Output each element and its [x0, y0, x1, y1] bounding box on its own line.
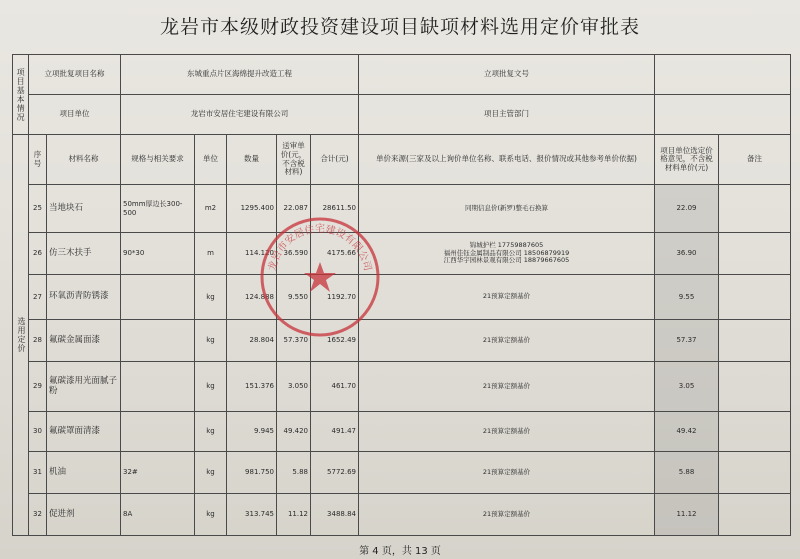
source-line: 21预算定额基价 [482, 292, 531, 301]
table-row [13, 275, 791, 320]
project-name-value: 东城重点片区海绵提升改造工程 [121, 55, 359, 95]
dept-label: 项目主管部门 [359, 95, 655, 135]
row-qty: 9.945 [227, 412, 277, 452]
row-total: 461.70 [311, 362, 359, 412]
row-source [359, 233, 655, 275]
source-line: 21预算定额基价 [482, 509, 531, 518]
header-qty: 数量 [227, 135, 277, 185]
row-price: 5.88 [277, 452, 311, 494]
unit-value: 龙岩市安居住宅建设有限公司 [121, 95, 359, 135]
row-seq: 28 [29, 320, 47, 362]
row-unit: m2 [195, 185, 227, 233]
row-spec: 90*30 [121, 233, 195, 275]
row-seq: 30 [29, 412, 47, 452]
table-row [13, 185, 791, 233]
official-seal-stamp [255, 212, 385, 342]
row-total: 1652.49 [311, 320, 359, 362]
row-price: 11.12 [277, 494, 311, 536]
row-total: 3488.84 [311, 494, 359, 536]
source-line: 福州佳钰金属制品有限公司 18506879919 [443, 248, 570, 257]
row-unit: kg [195, 452, 227, 494]
row-total: 28611.50 [311, 185, 359, 233]
row-price: 9.550 [277, 275, 311, 320]
approval-no-label: 立项批复文号 [359, 55, 655, 95]
row-remark [719, 320, 791, 362]
row-review: 57.37 [655, 320, 719, 362]
row-qty: 151.376 [227, 362, 277, 412]
row-total: 491.47 [311, 412, 359, 452]
header-price: 送审单价(元，不含税材料) [277, 135, 311, 185]
row-review: 11.12 [655, 494, 719, 536]
row-review: 3.05 [655, 362, 719, 412]
row-remark [719, 185, 791, 233]
header-seq: 序号 [29, 135, 47, 185]
header-total: 合计(元) [311, 135, 359, 185]
table-row [13, 452, 791, 494]
dept-value [655, 95, 791, 135]
row-qty: 313.745 [227, 494, 277, 536]
row-total: 1192.70 [311, 275, 359, 320]
document-title: 龙岩市本级财政投资建设项目缺项材料选用定价审批表 [159, 16, 640, 38]
header-spec: 规格与相关要求 [121, 135, 195, 185]
section-label-basic: 项目基本情况 [13, 55, 29, 135]
row-qty: 981.750 [227, 452, 277, 494]
row-spec [121, 412, 195, 452]
row-spec: 50mm厚边长300-500 [121, 185, 195, 233]
source-line: 江西华宇园林景观有限公司 18879667605 [443, 256, 570, 265]
row-seq: 32 [29, 494, 47, 536]
header-remark: 备注 [719, 135, 791, 185]
project-name-label: 立项批复项目名称 [29, 55, 121, 95]
row-material: 氟碳罩面清漆 [47, 412, 121, 452]
row-unit: kg [195, 320, 227, 362]
row-review: 9.55 [655, 275, 719, 320]
row-spec: 32# [121, 452, 195, 494]
row-review: 22.09 [655, 185, 719, 233]
page-footer: 第 4 页，共 13 页 [359, 546, 441, 557]
row-material: 氟碳金属面漆 [47, 320, 121, 362]
row-remark [719, 452, 791, 494]
row-price: 3.050 [277, 362, 311, 412]
row-material: 当地块石 [47, 185, 121, 233]
row-qty: 1295.400 [227, 185, 277, 233]
header-material: 材料名称 [47, 135, 121, 185]
row-source [359, 494, 655, 536]
source-line: 21预算定额基价 [482, 426, 531, 435]
row-qty: 28.804 [227, 320, 277, 362]
table-row [13, 494, 791, 536]
row-spec [121, 275, 195, 320]
row-review: 49.42 [655, 412, 719, 452]
row-material: 环氧沥青防锈漆 [47, 275, 121, 320]
approval-table [12, 54, 791, 536]
row-seq: 31 [29, 452, 47, 494]
row-spec [121, 320, 195, 362]
row-material: 促进剂 [47, 494, 121, 536]
row-qty: 114.120 [227, 233, 277, 275]
row-material: 机油 [47, 452, 121, 494]
header-unit: 单位 [195, 135, 227, 185]
row-remark [719, 362, 791, 412]
row-seq: 29 [29, 362, 47, 412]
unit-label: 项目单位 [29, 95, 121, 135]
row-source [359, 412, 655, 452]
row-remark [719, 275, 791, 320]
seal-text: 龙岩市安居住宅建设有限公司 [267, 224, 373, 273]
row-unit: m [195, 233, 227, 275]
row-spec [121, 362, 195, 412]
row-remark [719, 233, 791, 275]
row-price: 57.370 [277, 320, 311, 362]
table-row [13, 233, 791, 275]
source-line: 21预算定额基价 [482, 467, 531, 476]
row-source [359, 362, 655, 412]
row-source [359, 452, 655, 494]
row-total: 5772.69 [311, 452, 359, 494]
section-label-pricing: 选用定价 [13, 135, 29, 536]
row-material: 氟碳漆用光面腻子粉 [47, 362, 121, 412]
row-source [359, 275, 655, 320]
row-remark [719, 412, 791, 452]
header-review: 项目单位选定价格意见，不含税材料单价(元) [655, 135, 719, 185]
row-source [359, 320, 655, 362]
row-review: 5.88 [655, 452, 719, 494]
row-unit: kg [195, 494, 227, 536]
table-row [13, 320, 791, 362]
row-seq: 25 [29, 185, 47, 233]
row-qty: 124.888 [227, 275, 277, 320]
table-row [13, 362, 791, 412]
source-line: 21预算定额基价 [482, 381, 531, 390]
row-unit: kg [195, 275, 227, 320]
row-source [359, 185, 655, 233]
row-spec: 8A [121, 494, 195, 536]
row-seq: 27 [29, 275, 47, 320]
row-price: 36.590 [277, 233, 311, 275]
row-unit: kg [195, 412, 227, 452]
row-price: 22.087 [277, 185, 311, 233]
source-line: 21预算定额基价 [482, 335, 531, 344]
row-material: 仿三木扶手 [47, 233, 121, 275]
header-source: 单价来源(三家及以上询价单位名称、联系电话、报价情况或其他参考单价依据) [359, 135, 655, 185]
row-unit: kg [195, 362, 227, 412]
row-remark [719, 494, 791, 536]
row-seq: 26 [29, 233, 47, 275]
source-line: 锦城护栏 17759887605 [469, 241, 544, 250]
table-row [13, 412, 791, 452]
row-total: 4175.66 [311, 233, 359, 275]
row-price: 49.420 [277, 412, 311, 452]
row-review: 36.90 [655, 233, 719, 275]
approval-no-value [655, 55, 791, 95]
source-line: 同期信息价(新罗)整毛石换算 [464, 203, 549, 212]
